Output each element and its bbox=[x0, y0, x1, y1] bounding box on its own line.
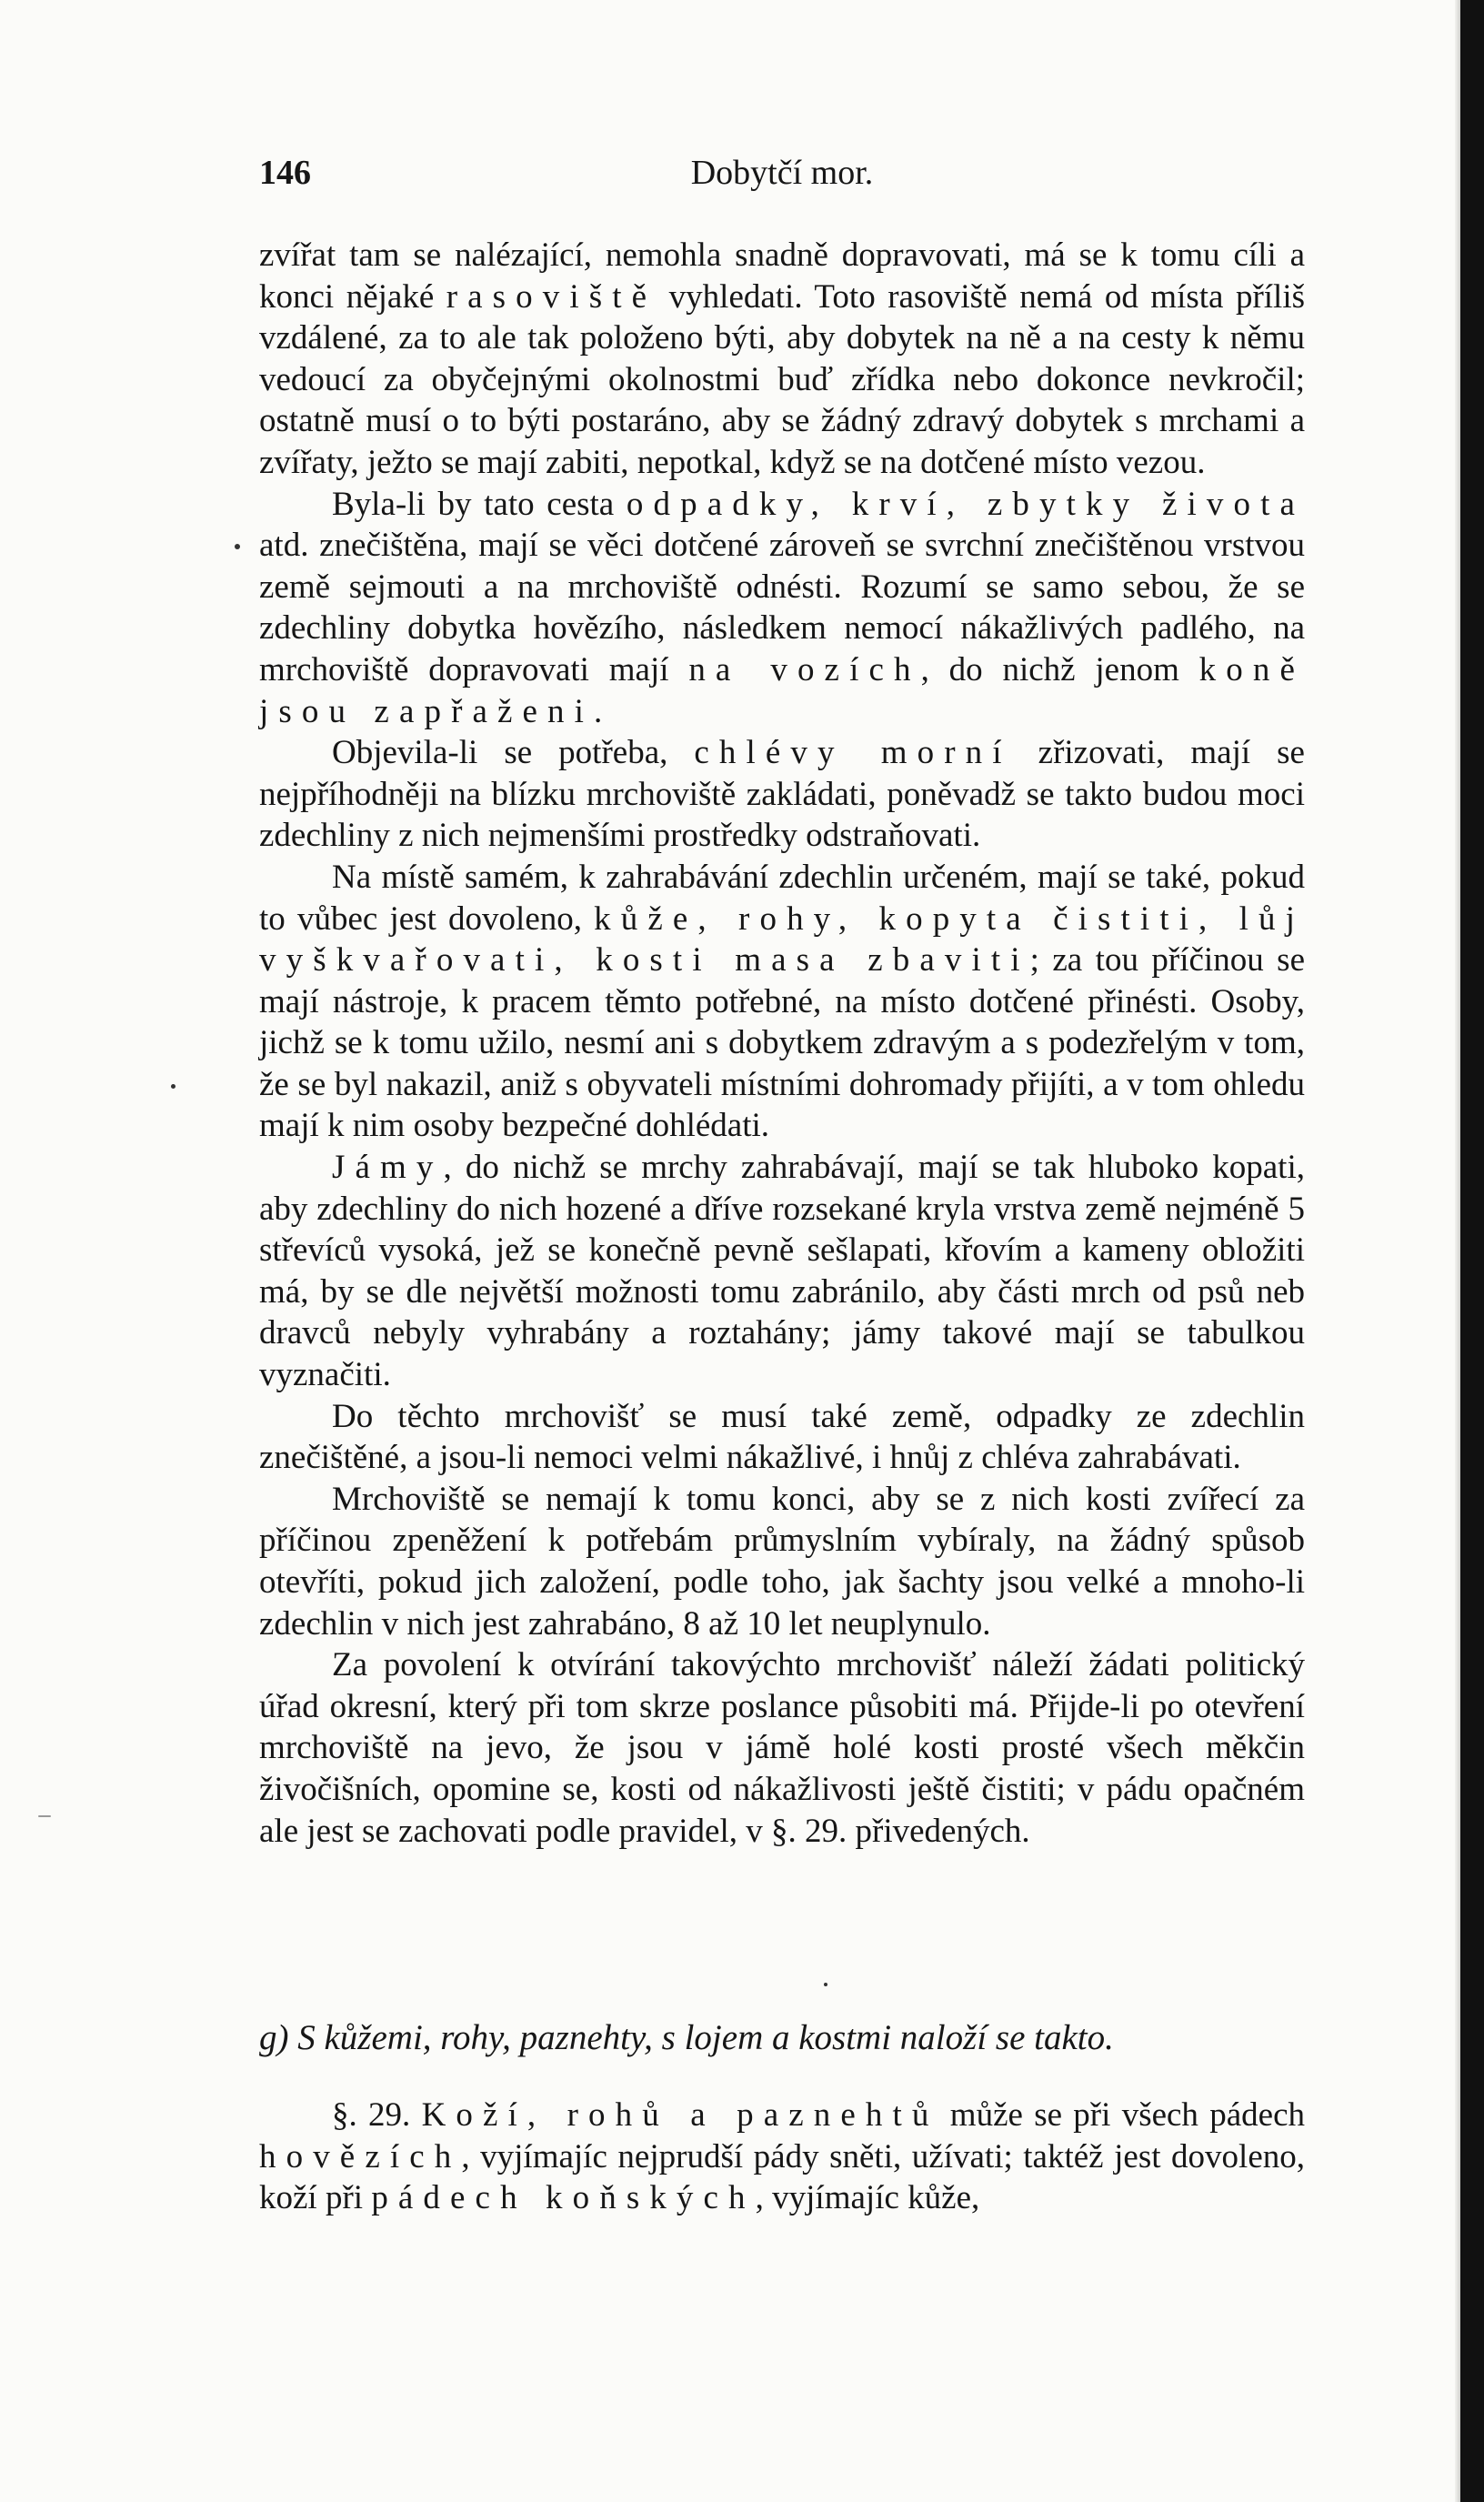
section-label: g) bbox=[259, 2018, 289, 2057]
text-run: vyhledati. Toto rasoviště nemá od místa příliš vzdálené, za to ale tak položeno býti, aby dobytek na ně a na cesty k němu vedoucí za obyčejnými okolnostmi buď zřídka nebo dokonce nevkročil; ostatně musí o to býti postaráno, aby se žádný zdravý dobytek s mrchami a zvířaty, ježto se mají zabiti, nepotkal, když se na dotčené místo vezou. bbox=[259, 277, 1306, 481]
running-title: Dobytčí mor. bbox=[690, 154, 874, 192]
section-body bbox=[259, 2095, 1305, 2219]
text-run: ; za tou příčinou se mají nástroje, k pracem těmto potřebné, na místo dotčené přinésti. Osoby, jichž se k tomu užilo, nesmí ani s dobytkem zdravým a s podezřelým v tom, že se byl nakazil, aniž s obyvateli místními dohromady přijíti, a v tom ohledu mají k nim osoby bezpečné dohlédati. bbox=[259, 941, 1305, 1145]
section-title: S kůžemi, rohy, paznehty, s lojem a kostmi naloží se takto. bbox=[297, 2018, 1114, 2057]
spaced-emphasis: na vozích bbox=[688, 650, 921, 688]
text-run: , do nichž se mrchy zahrabávají, mají se tak hluboko kopati, aby zdechliny do nich hozené a dříve rozsekané kryla vrstva země nejméně 5 střevíců vysoká, jež se konečně pevně sešlapati, křovím a kameny obložiti má, by se dle největší možnosti tomu zabránilo, aby části mrch od psů neb dravců nebyly vyhrabány a roztahány; jámy takové mají se tabulkou vyznačiti. bbox=[259, 1149, 1305, 1394]
text-run: může se při všech pádech bbox=[938, 2096, 1305, 2134]
text-run: zřizovati, mají se nejpříhodněji na blízku mrchoviště zakládati, poněvadž se takto budou moci zdechliny z nich nejmenšími prostředky odstraňovati. bbox=[259, 734, 1305, 855]
scan-speck bbox=[235, 544, 240, 549]
text-run: Na místě samém, k zahrabávání zdechlin určeném, mají se také, pokud to vůbec jest dovoleno, bbox=[259, 858, 1305, 938]
paragraph-5 bbox=[259, 1147, 1305, 1396]
section-heading bbox=[259, 2017, 1305, 2059]
text-run: Objevila-li se potřeba, bbox=[332, 734, 695, 772]
paragraph-8: Za povolení k otvírání takovýchto mrchovišť náleží žádati politický úřad okresní, který při tom skrze poslance působiti má. Přijde-li po otevření mrchoviště na jevo, že jsou v jámě holé kosti prosté všech měkčin živočišních, opomine se, kosti od nákažlivosti ještě čistiti; v pádu opačném ale jest se zachovati podle pravidel, v §. 29. přivedených. bbox=[259, 1646, 1305, 1850]
page-header bbox=[259, 153, 1305, 193]
scan-border bbox=[1460, 0, 1484, 2502]
text-run: zvířat tam se nalézající, nemohla snadně dopravovati, má se k tomu cíli a konci nějaké bbox=[259, 236, 1305, 316]
spaced-emphasis: rasoviště bbox=[446, 277, 657, 316]
paragraph-4 bbox=[259, 857, 1305, 1147]
spaced-emphasis: Koží, rohů a paznehtů bbox=[421, 2096, 939, 2134]
text-run: . bbox=[594, 692, 603, 730]
paragraph-3 bbox=[259, 732, 1305, 857]
paragraph-7: Mrchoviště se nemají k tomu konci, aby se z nich kosti zvířecí za příčinou zpeněžení k potřebám průmyslním vybíraly, na žádný spůsob otevříti, pokud jich založení, podle toho, jak šachty jsou velké a mnoho-li zdechlin v nich jest zahrabáno, 8 až 10 let neuplynulo. bbox=[259, 1480, 1305, 1643]
spaced-emphasis: koně jsou zapřaženi bbox=[259, 650, 1305, 730]
spaced-emphasis: pádech koňských bbox=[371, 2179, 756, 2217]
text-run: , vyjímajíc kůže, bbox=[755, 2179, 980, 2217]
spaced-emphasis: hovězích bbox=[259, 2137, 462, 2175]
scan-speck bbox=[824, 1983, 827, 1986]
text-run: §. 29. bbox=[332, 2096, 422, 2134]
spaced-emphasis: chlévy morní bbox=[694, 734, 1012, 772]
paragraph-29 bbox=[259, 2095, 1305, 2219]
spaced-emphasis: Jámy bbox=[332, 1149, 444, 1187]
page-number: 146 bbox=[259, 154, 311, 192]
body-text bbox=[259, 235, 1305, 1852]
scan-speck bbox=[38, 1815, 51, 1817]
text-run: Byla-li by tato cesta bbox=[332, 485, 627, 523]
spaced-emphasis: kůže, rohy, kopyta čistiti, lůj vyškvařovati, kosti masa zbaviti bbox=[259, 899, 1305, 980]
paragraph-6: Do těchto mrchovišť se musí také země, odpadky ze zdechlin znečištěné, a jsou-li nemoci velmi nákažlivé, i hnůj z chléva zahrabávati. bbox=[259, 1397, 1305, 1477]
text-run: , vyjímajíc nejprudší pády sněti, užívati; taktéž jest dovoleno, koží při bbox=[259, 2137, 1305, 2217]
paragraph-1 bbox=[259, 235, 1305, 484]
paragraph-2 bbox=[259, 484, 1305, 733]
scan-speck bbox=[171, 1084, 175, 1089]
spaced-emphasis: odpadky, krví, zbytky života bbox=[626, 485, 1305, 523]
text-run: , do nichž jenom bbox=[920, 650, 1199, 688]
text-run: atd. znečištěna, mají se věci dotčené zároveň se svrchní znečištěnou vrstvou země sejmouti a na mrchoviště odnésti. Rozumí se samo sebou, že se zdechliny dobytka hovězího, následkem nemocí nákažlivých padlého, na mrchoviště dopravovati mají bbox=[259, 527, 1305, 688]
